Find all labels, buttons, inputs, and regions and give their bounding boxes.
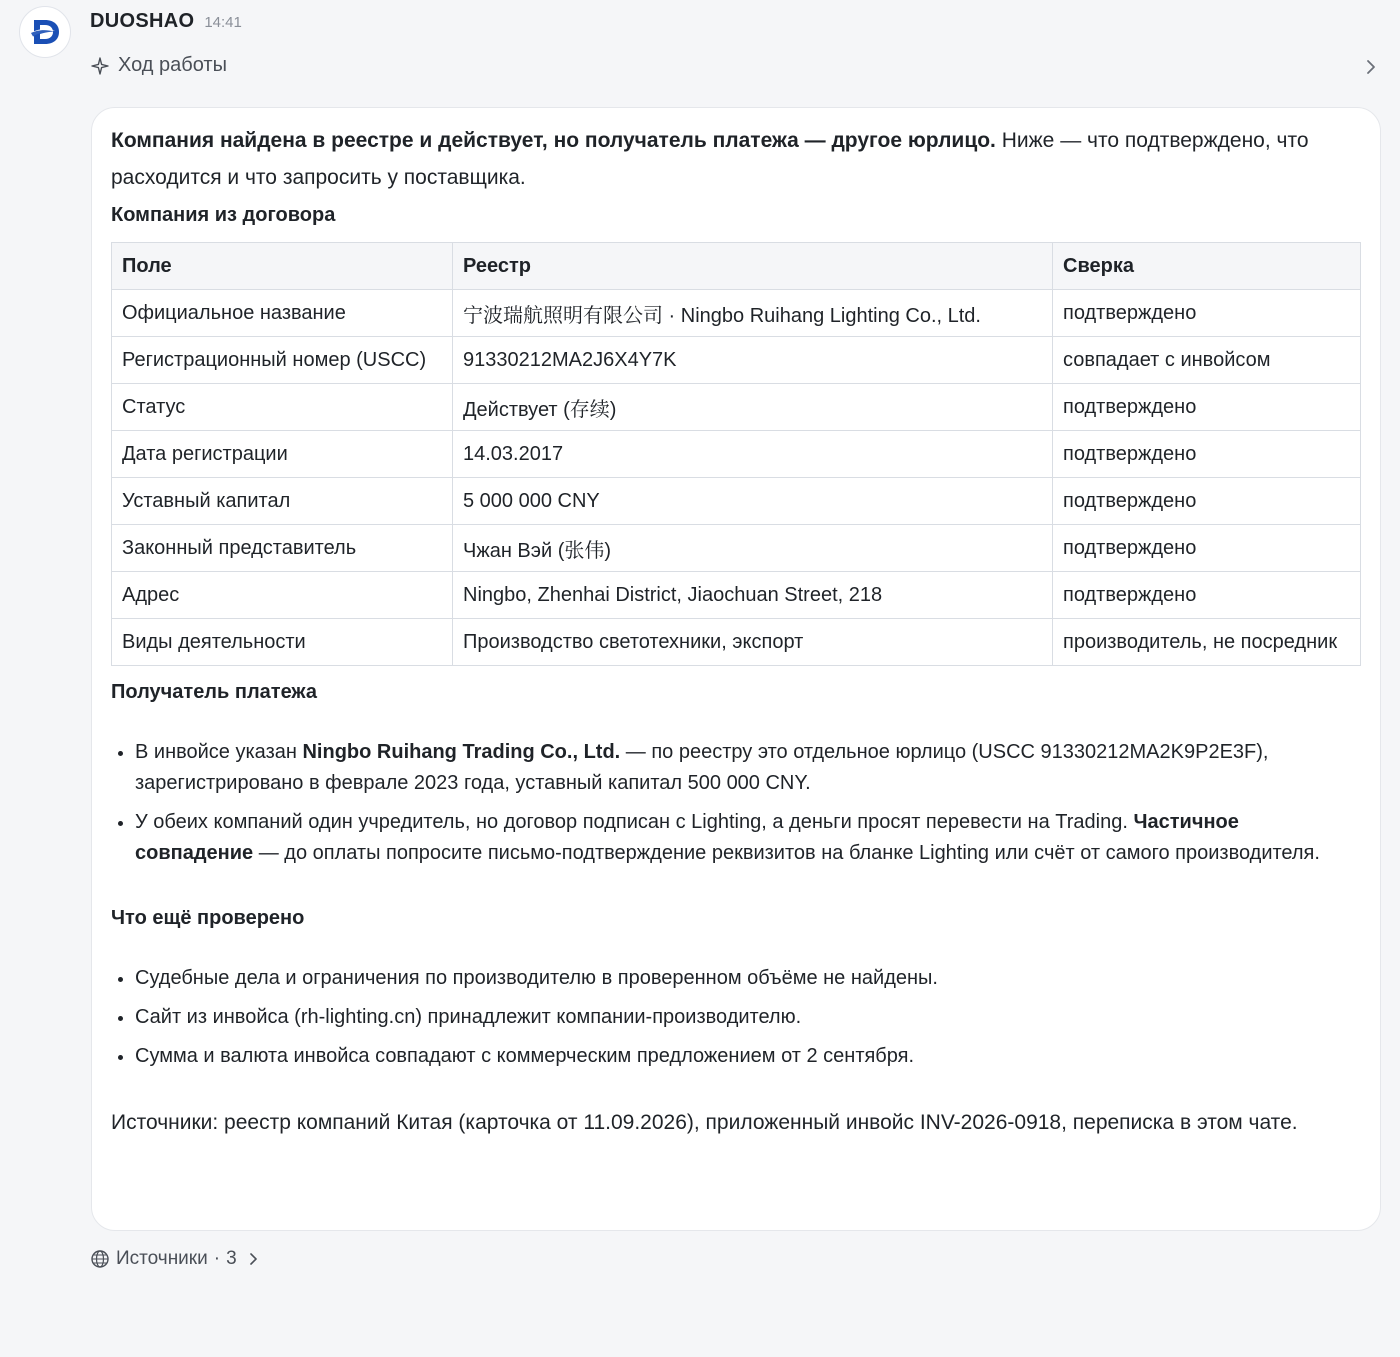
sender-name: DUOSHAO bbox=[90, 10, 195, 32]
sources-label: Источники bbox=[116, 1248, 208, 1269]
chevron-right-icon bbox=[247, 1251, 259, 1267]
message-header bbox=[90, 10, 242, 33]
sources-count: 3 bbox=[226, 1248, 237, 1269]
section-title-other-checks: Что ещё проверено bbox=[111, 907, 305, 929]
table-cell: подтверждено bbox=[1053, 572, 1361, 619]
answer-lead bbox=[111, 122, 1361, 196]
duoshao-logo-icon bbox=[28, 15, 62, 49]
table-cell: Адрес bbox=[112, 572, 453, 619]
payee-list bbox=[111, 737, 1361, 869]
table-cell: Виды деятельности bbox=[112, 619, 453, 666]
table-cell: Уставный капитал bbox=[112, 478, 453, 525]
registry-table bbox=[111, 242, 1361, 666]
table-cell: 14.03.2017 bbox=[453, 431, 1053, 478]
table-cell: Дата регистрации bbox=[112, 431, 453, 478]
table-row bbox=[112, 478, 1361, 525]
table-cell: 91330212MA2J6X4Y7K bbox=[453, 337, 1053, 384]
table-cell: Действует (存续) bbox=[453, 384, 1053, 431]
section-title-contract-company: Компания из договора bbox=[111, 204, 336, 226]
message-time: 14:41 bbox=[204, 14, 242, 31]
table-cell: Чжан Вэй (张伟) bbox=[453, 525, 1053, 572]
table-row bbox=[112, 337, 1361, 384]
table-cell: Статус bbox=[112, 384, 453, 431]
table-cell: производитель, не посредник bbox=[1053, 619, 1361, 666]
list-item: • Судебные дела и ограничения по производителю в проверенном объёме не найдены. bbox=[135, 963, 1361, 994]
table-cell: подтверждено bbox=[1053, 431, 1361, 478]
table-cell: Ningbo, Zhenhai District, Jiaochuan Street, 218 bbox=[453, 572, 1053, 619]
table-cell: Официальное название bbox=[112, 290, 453, 337]
list-item-bold: Ningbo Ruihang Trading Co., Ltd. bbox=[302, 741, 621, 763]
table-cell: подтверждено bbox=[1053, 478, 1361, 525]
sparkle-icon bbox=[90, 56, 110, 76]
list-item bbox=[135, 807, 1361, 869]
table-row bbox=[112, 572, 1361, 619]
table-cell: подтверждено bbox=[1053, 290, 1361, 337]
table-header-row bbox=[112, 243, 1361, 290]
column-header: Реестр bbox=[453, 243, 1053, 290]
table-row bbox=[112, 525, 1361, 572]
column-header: Поле bbox=[112, 243, 453, 290]
table-row bbox=[112, 431, 1361, 478]
sources-text: Источники: реестр компаний Китая (карточка от 11.09.2026), приложенный инвойс INV-2026-0918, переписка в этом чате. bbox=[111, 1111, 1298, 1134]
work-progress-toggle[interactable] bbox=[90, 54, 227, 77]
table-row bbox=[112, 619, 1361, 666]
list-item-text: — по реестру это отдельное юрлицо (USCC 91330212MA2K9P2E3F), зарегистрировано в феврале 2023 года, уставный капитал 500 000 CNY. bbox=[135, 741, 1269, 794]
lead-rest: Ниже — что подтверждено, что расходится и что запросить у поставщика. bbox=[111, 129, 1309, 189]
table-cell: 5 000 000 CNY bbox=[453, 478, 1053, 525]
table-row bbox=[112, 384, 1361, 431]
list-item: • Сумма и валюта инвойса совпадают с коммерческим предложением от 2 сентября. bbox=[135, 1041, 1361, 1072]
list-item bbox=[135, 737, 1361, 799]
table-row bbox=[112, 290, 1361, 337]
table-cell: Законный представитель bbox=[112, 525, 453, 572]
table-cell: Регистрационный номер (USCC) bbox=[112, 337, 453, 384]
avatar bbox=[19, 6, 71, 58]
answer-card bbox=[91, 107, 1381, 1231]
sources-button[interactable] bbox=[90, 1248, 259, 1270]
column-header: Сверка bbox=[1053, 243, 1361, 290]
chevron-right-icon[interactable] bbox=[1364, 58, 1378, 76]
list-item-text: У обеих компаний один учредитель, но договор подписан с Lighting, а деньги просят перевести на Trading. bbox=[135, 811, 1134, 833]
work-progress-label: Ход работы bbox=[118, 54, 227, 76]
table-cell: совпадает с инвойсом bbox=[1053, 337, 1361, 384]
checks-list bbox=[111, 963, 1361, 1072]
list-item-text: В инвойсе указан bbox=[135, 741, 303, 763]
sources-separator: · bbox=[213, 1248, 221, 1269]
lead-bold: Компания найдена в реестре и действует, но получатель платежа — другое юрлицо. bbox=[111, 129, 996, 152]
list-item-bold: Частичное совпадение bbox=[135, 811, 1239, 864]
section-title-payee: Получатель платежа bbox=[111, 681, 317, 703]
table-cell: подтверждено bbox=[1053, 525, 1361, 572]
list-item-text: — до оплаты попросите письмо-подтверждение реквизитов на бланке Lighting или счёт от самого производителя. bbox=[253, 842, 1320, 864]
table-cell: 宁波瑞航照明有限公司 · Ningbo Ruihang Lighting Co., Ltd. bbox=[453, 290, 1053, 337]
globe-icon bbox=[90, 1249, 110, 1269]
table-cell: Производство светотехники, экспорт bbox=[453, 619, 1053, 666]
table-cell: подтверждено bbox=[1053, 384, 1361, 431]
list-item: • Сайт из инвойса (rh-lighting.cn) принадлежит компании-производителю. bbox=[135, 1002, 1361, 1033]
